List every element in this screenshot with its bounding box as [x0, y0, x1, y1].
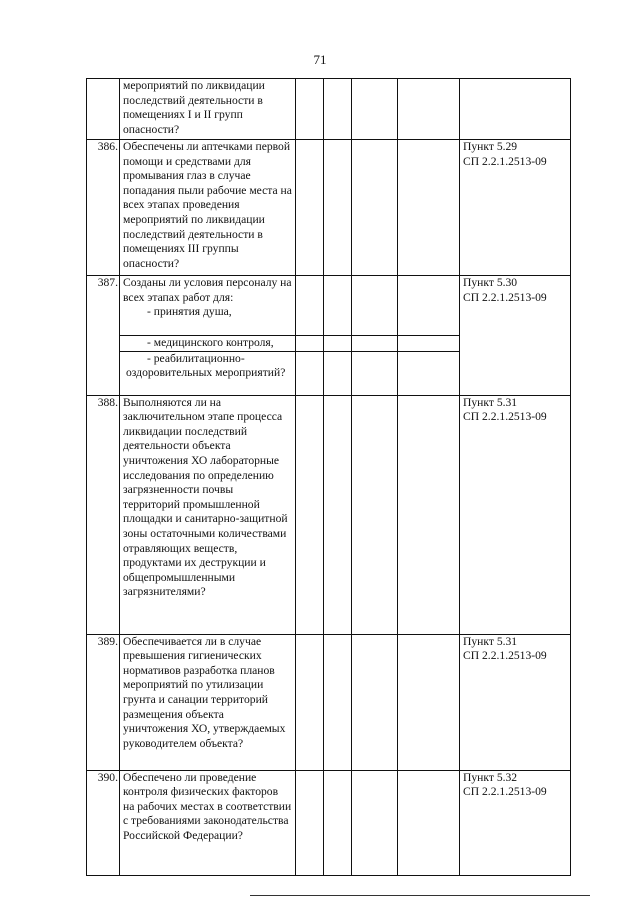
answer-cell-no[interactable]: [324, 336, 352, 352]
item-number: 390.: [87, 770, 120, 875]
item-number: 386.: [87, 140, 120, 276]
answer-cell-note[interactable]: [398, 395, 460, 634]
requirement-code: СП 2.2.1.2513-09: [463, 410, 547, 424]
requirement-point: Пункт 5.31: [463, 395, 518, 409]
requirement-code: СП 2.2.1.2513-09: [463, 154, 547, 168]
item-requirement: [460, 634, 571, 770]
subitem-shower: - принятия душа,: [147, 305, 232, 319]
item-requirement: [460, 770, 571, 875]
table-row: [87, 634, 571, 770]
answer-cell-yes[interactable]: [296, 351, 324, 395]
requirement-point: Пункт 5.29: [463, 140, 518, 153]
answer-cell-na[interactable]: [352, 276, 398, 336]
subitem-row: [120, 351, 296, 395]
subitem-row: [120, 336, 296, 352]
item-requirement: [460, 395, 571, 634]
requirement-code: СП 2.2.1.2513-09: [463, 785, 547, 799]
table-row: [87, 140, 571, 276]
answer-cell-yes[interactable]: [296, 395, 324, 634]
answer-cell-yes[interactable]: [296, 336, 324, 352]
answer-cell-note[interactable]: [398, 79, 460, 140]
answer-cell-no[interactable]: [324, 395, 352, 634]
item-number: 388.: [87, 395, 120, 634]
item-number: 389.: [87, 634, 120, 770]
item-question: Выполняются ли на заключительном этапе процесса ликвидации последствий деятельности объекта уничтожения ХО лабораторные исследования по определению загрязненности почвы территорий промышленной площадки и санитарно-защитной зоны остаточными количествами отравляющих веществ, продуктами их деструкции и общепромышленными загрязнителями?: [120, 395, 296, 634]
requirement-point: Пункт 5.32: [463, 770, 518, 784]
requirement-point: Пункт 5.30: [463, 276, 518, 289]
answer-cell-na[interactable]: [352, 770, 398, 875]
answer-cell-na[interactable]: [352, 79, 398, 140]
answer-cell-no[interactable]: [324, 634, 352, 770]
answer-cell-yes[interactable]: [296, 276, 324, 336]
item-question: Обеспечивается ли в случае превышения гигиенических нормативов разработка планов мероприятий по утилизации грунта и санации территорий размещения объекта уничтожения ХО, утверждаемых руководителем объекта?: [120, 634, 296, 770]
item-question: Созданы ли условия персоналу на всех этапах работ для: - принятия душа,: [120, 276, 296, 336]
table-row: [87, 395, 571, 634]
answer-cell-yes[interactable]: [296, 770, 324, 875]
item-number: [87, 79, 120, 140]
answer-cell-note[interactable]: [398, 634, 460, 770]
bottom-rule: [250, 895, 590, 896]
answer-cell-yes[interactable]: [296, 140, 324, 276]
table-row: [87, 770, 571, 875]
answer-cell-yes[interactable]: [296, 634, 324, 770]
requirement-code: СП 2.2.1.2513-09: [463, 290, 547, 304]
answer-cell-no[interactable]: [324, 770, 352, 875]
requirement-point: Пункт 5.31: [463, 634, 518, 648]
item-question: Обеспечены ли аптечками первой помощи и средствами для промывания глаз в случае попадания пыли рабочие места на всех этапах проведения мероприятий по ликвидации последствий деятельности в помещениях III группы опасности?: [120, 140, 296, 276]
subitem-medical: - медицинского контроля,: [147, 336, 274, 349]
answer-cell-no[interactable]: [324, 140, 352, 276]
table-row: [87, 276, 571, 336]
answer-cell-na[interactable]: [352, 351, 398, 395]
subitem-rehab: - реабилитационно-оздоровительных мероприятий?: [126, 351, 286, 380]
answer-cell-note[interactable]: [398, 336, 460, 352]
answer-cell-no[interactable]: [324, 351, 352, 395]
answer-cell-note[interactable]: [398, 140, 460, 276]
page-number: 71: [313, 52, 327, 67]
item-requirement: [460, 79, 571, 140]
answer-cell-yes[interactable]: [296, 79, 324, 140]
answer-cell-na[interactable]: [352, 140, 398, 276]
answer-cell-no[interactable]: [324, 79, 352, 140]
item-requirement: [460, 276, 571, 396]
answer-cell-na[interactable]: [352, 395, 398, 634]
answer-cell-note[interactable]: [398, 351, 460, 395]
answer-cell-na[interactable]: [352, 634, 398, 770]
answer-cell-no[interactable]: [324, 276, 352, 336]
answer-cell-na[interactable]: [352, 336, 398, 352]
item-requirement: [460, 140, 571, 276]
requirement-code: СП 2.2.1.2513-09: [463, 649, 547, 663]
item-question: мероприятий по ликвидации последствий деятельности в помещениях I и II групп опасности?: [120, 79, 296, 140]
item-question: Обеспечено ли проведение контроля физических факторов на рабочих местах в соответствии с требованиями законодательства Российской Федерации?: [120, 770, 296, 875]
answer-cell-note[interactable]: [398, 276, 460, 336]
item-number: 387.: [87, 276, 120, 396]
table-row: [87, 79, 571, 140]
checklist-table: [86, 78, 571, 876]
answer-cell-note[interactable]: [398, 770, 460, 875]
